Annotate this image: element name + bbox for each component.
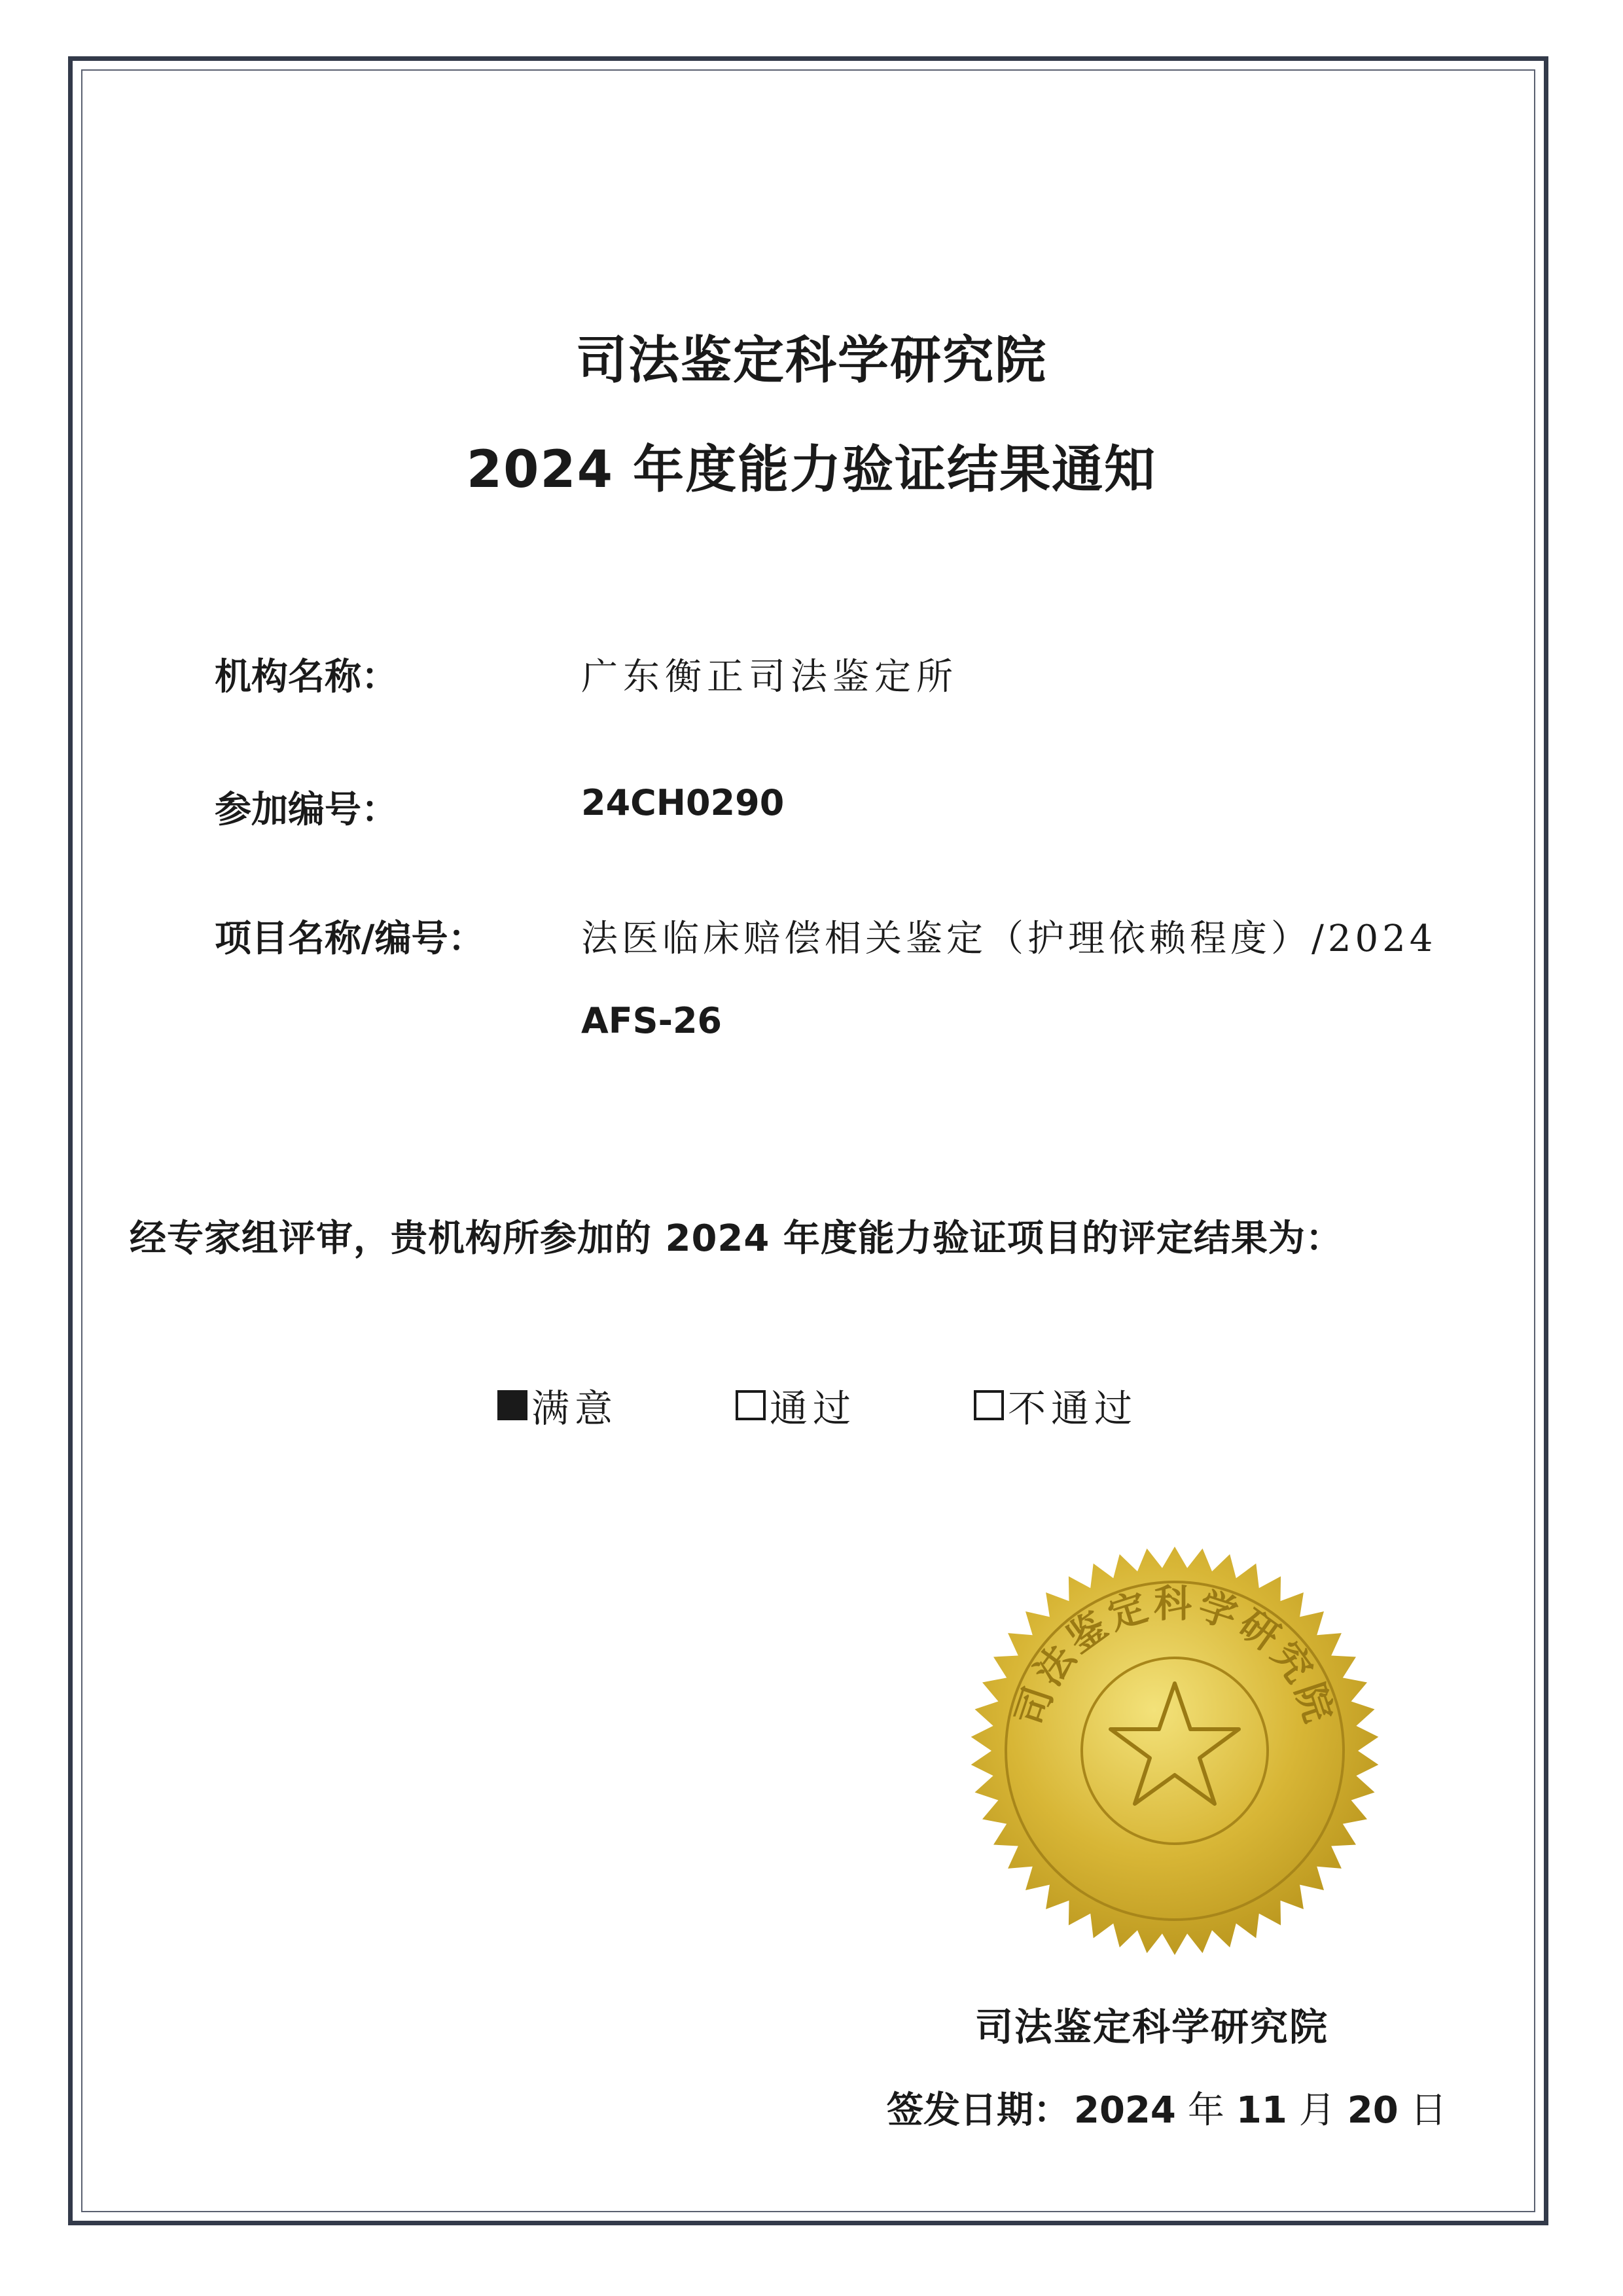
result-option-label: 满意 — [531, 1386, 618, 1431]
gold-seal-icon — [969, 1545, 1381, 1957]
issue-day: 20 — [1347, 2089, 1399, 2132]
signing-org: 司法鉴定科学研究院 — [975, 2005, 1329, 2049]
unchecked-box-icon — [736, 1390, 766, 1420]
issue-date-label: 签发日期： — [887, 2089, 1070, 2132]
issue-date — [887, 2081, 1455, 2134]
seal-text: 司法鉴定科学研究院 — [1007, 1581, 1342, 1732]
result-option-label: 不通过 — [1008, 1386, 1138, 1431]
project-value-line2: AFS-26 — [581, 1000, 722, 1041]
notice-title: 2024 年度能力验证结果通知 — [466, 440, 1157, 499]
result-option-fail — [974, 1378, 1137, 1433]
participant-no-value: 24CH0290 — [581, 782, 785, 823]
result-option-label: 通过 — [770, 1386, 857, 1431]
unchecked-box-icon — [974, 1390, 1004, 1420]
checked-box-icon — [497, 1390, 527, 1420]
issue-month: 11 — [1236, 2089, 1287, 2132]
evaluation-statement: 经专家组评审，贵机构所参加的 2024 年度能力验证项目的评定结果为： — [130, 1217, 1343, 1260]
result-option-pass — [736, 1378, 856, 1433]
org-title: 司法鉴定科学研究院 — [575, 331, 1047, 390]
project-value-line1: 法医临床赔偿相关鉴定（护理依赖程度）/2024 — [581, 918, 1437, 960]
issue-year-unit: 年 — [1187, 2089, 1224, 2132]
result-option-satisfactory — [497, 1378, 618, 1433]
project-label: 项目名称/编号： — [215, 918, 485, 960]
participant-no-label: 参加编号： — [215, 789, 398, 831]
issue-year: 2024 — [1074, 2089, 1176, 2132]
institution-label: 机构名称： — [215, 656, 398, 698]
issue-month-unit: 月 — [1298, 2089, 1336, 2132]
institution-value: 广东衡正司法鉴定所 — [581, 656, 958, 698]
issue-day-unit: 日 — [1410, 2089, 1447, 2132]
